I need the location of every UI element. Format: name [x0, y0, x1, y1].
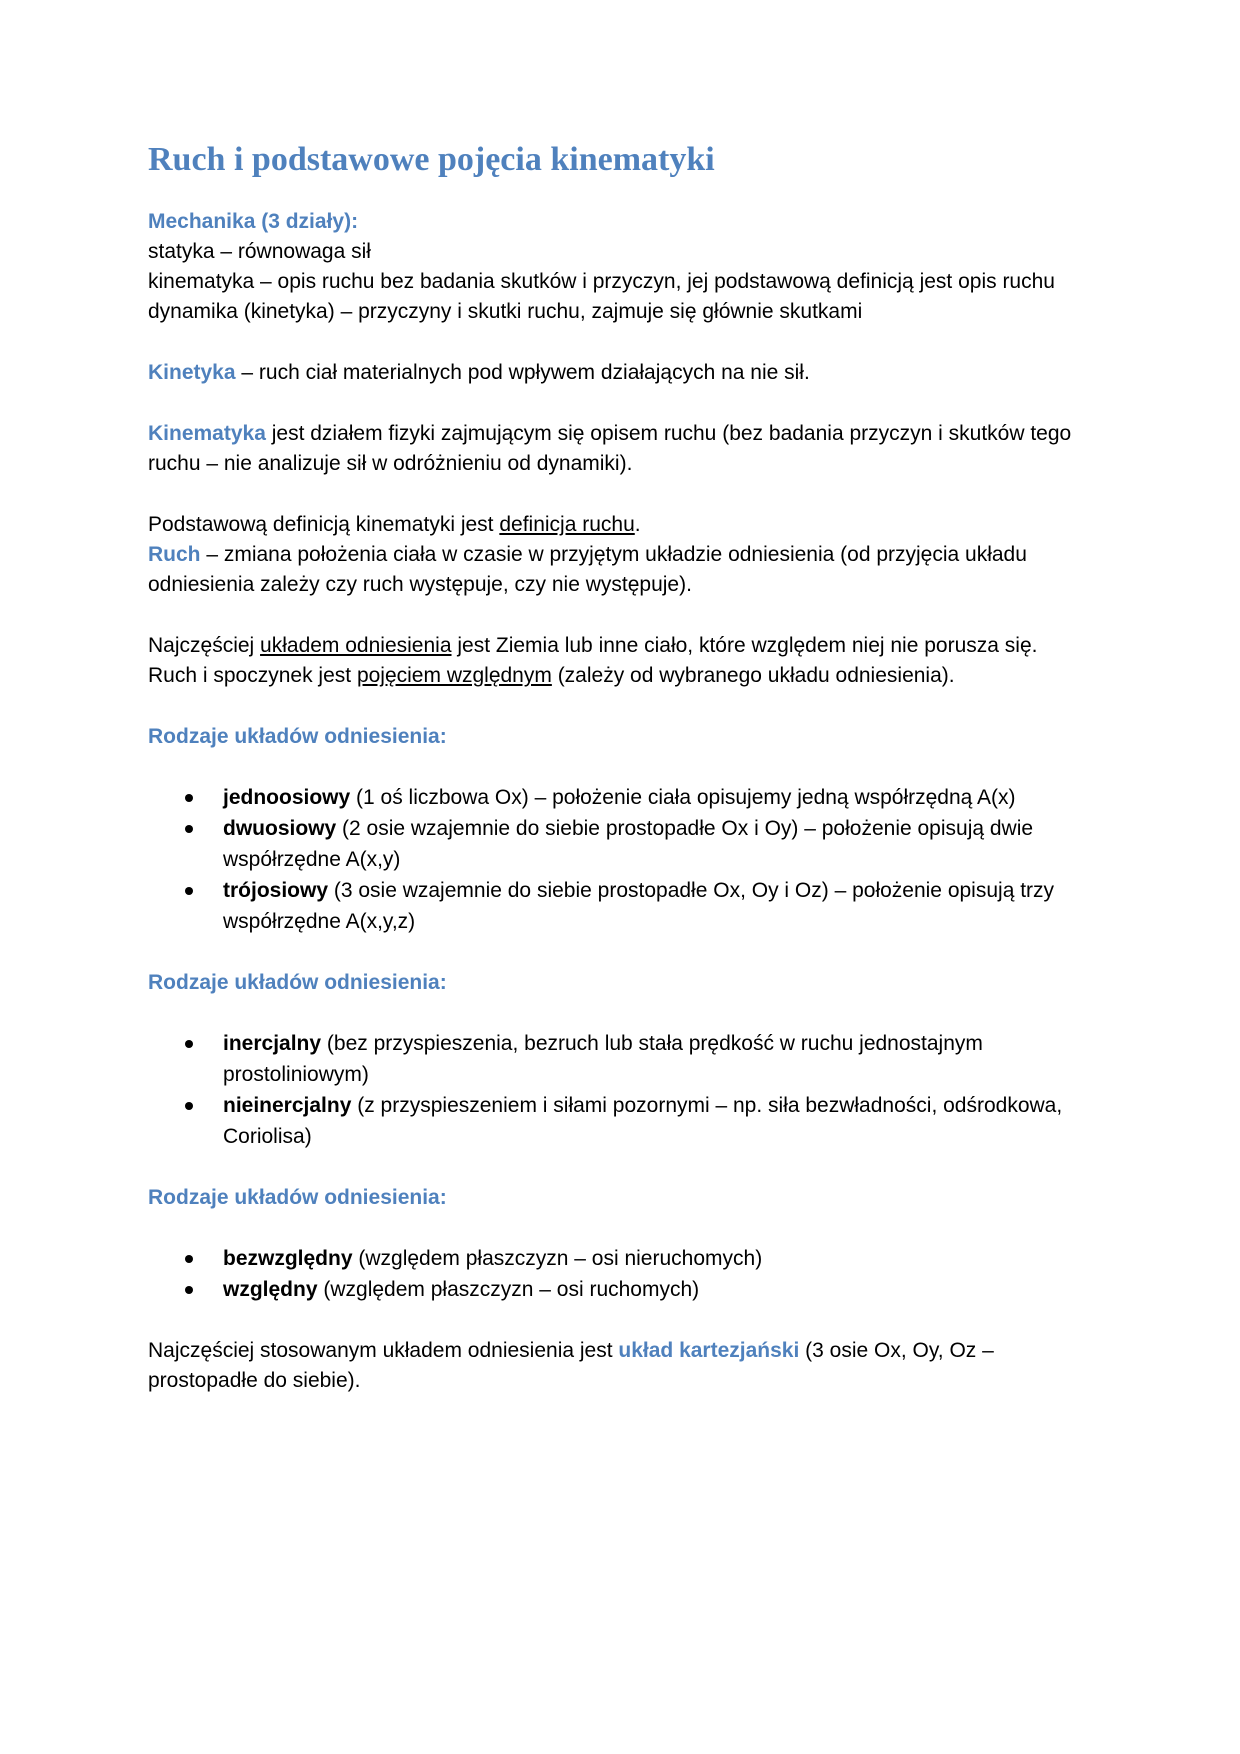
- pojecie-wzgledne-term: pojęciem względnym: [356, 663, 552, 687]
- list-item: [223, 782, 1108, 813]
- definicja-paragraph: [148, 510, 1108, 540]
- list-item-text: (3 osie wzajemnie do siebie prostopadłe Ox, Oy i Oz) – położenie opisują trzy współrzędne A(x,y,z): [223, 878, 1055, 933]
- list-item: [223, 875, 1108, 937]
- mechanika-line-statyka: statyka – równowaga sił: [148, 239, 371, 263]
- uklad-before: Najczęściej: [148, 633, 261, 657]
- uklad-kartezjanski-term: układ kartezjański: [618, 1338, 800, 1362]
- bullet-icon: [185, 887, 193, 895]
- section3-list: [148, 1243, 1108, 1305]
- definicja-before: Podstawową definicją kinematyki jest: [148, 512, 500, 536]
- section3-heading: Rodzaje układów odniesienia:: [148, 1185, 447, 1209]
- kinetyka-term: Kinetyka: [148, 360, 236, 384]
- list-item-text: (2 osie wzajemnie do siebie prostopadłe Ox i Oy) – położenie opisują dwie współrzędne A(x,y): [223, 816, 1034, 871]
- list-item-term: trójosiowy: [223, 878, 329, 902]
- definicja-ruchu-term: definicja ruchu: [499, 512, 635, 536]
- mechanika-section: [148, 207, 1108, 327]
- list-item-text: (względem płaszczyzn – osi nieruchomych): [352, 1246, 763, 1270]
- list-item: [223, 813, 1108, 875]
- kinematyka-paragraph: [148, 419, 1108, 479]
- list-item-term: nieinercjalny: [223, 1093, 352, 1117]
- list-item-text: (bez przyspieszenia, bezruch lub stała prędkość w ruchu jednostajnym prostoliniowym): [223, 1031, 983, 1086]
- mechanika-line-kinematyka: kinematyka – opis ruchu bez badania skutków i przyczyn, jej podstawową definicją jest opis ruchu: [148, 269, 1055, 293]
- bullet-icon: [185, 825, 193, 833]
- closing-after: (3 osie Ox, Oy, Oz – prostopadłe do siebie).: [148, 1338, 994, 1392]
- bullet-icon: [185, 1102, 193, 1110]
- list-item-term: inercjalny: [223, 1031, 322, 1055]
- list-item-term: dwuosiowy: [223, 816, 337, 840]
- definicja-after: .: [634, 512, 641, 536]
- section2-heading: Rodzaje układów odniesienia:: [148, 970, 447, 994]
- list-item: [223, 1090, 1108, 1152]
- uklad-paragraph: [148, 631, 1108, 661]
- closing-paragraph: [148, 1336, 1108, 1396]
- section1-heading: Rodzaje układów odniesienia:: [148, 724, 447, 748]
- spoczynek-before: Ruch i spoczynek jest: [148, 663, 357, 687]
- mechanika-heading: Mechanika (3 działy):: [148, 209, 359, 233]
- list-item: [223, 1274, 1108, 1305]
- ruch-text: – zmiana położenia ciała w czasie w przyjętym układzie odniesienia (od przyjęcia układu odniesienia zależy czy ruch występuje, czy nie występuje).: [148, 542, 1027, 596]
- bullet-icon: [185, 1255, 193, 1263]
- page-title: Ruch i podstawowe pojęcia kinematyki: [148, 141, 715, 178]
- list-item-term: bezwzględny: [223, 1246, 353, 1270]
- list-item-term: jednoosiowy: [223, 785, 351, 809]
- bullet-icon: [185, 794, 193, 802]
- bullet-icon: [185, 1286, 193, 1294]
- section1-list: [148, 782, 1108, 937]
- ruch-term: Ruch: [148, 542, 201, 566]
- section2-list: [148, 1028, 1108, 1152]
- list-item: [223, 1243, 1108, 1274]
- closing-before: Najczęściej stosowanym układem odniesienia jest: [148, 1338, 619, 1362]
- list-item-text: (1 oś liczbowa Ox) – położenie ciała opisujemy jedną współrzędną A(x): [350, 785, 1016, 809]
- uklad-after: jest Ziemia lub inne ciało, które względem niej nie porusza się.: [451, 633, 1038, 657]
- spoczynek-paragraph: [148, 661, 1108, 691]
- bullet-icon: [185, 1040, 193, 1048]
- uklad-odniesienia-term: układem odniesienia: [260, 633, 452, 657]
- list-item: [223, 1028, 1108, 1090]
- ruch-paragraph: [148, 540, 1108, 600]
- list-item-text: (względem płaszczyzn – osi ruchomych): [317, 1277, 700, 1301]
- kinetyka-text: – ruch ciał materialnych pod wpływem działających na nie sił.: [235, 360, 810, 384]
- kinematyka-text: jest działem fizyki zajmującym się opisem ruchu (bez badania przyczyn i skutków tego ruchu – nie analizuje sił w odróżnieniu od dynamiki).: [148, 421, 1072, 475]
- mechanika-line-dynamika: dynamika (kinetyka) – przyczyny i skutki ruchu, zajmuje się głównie skutkami: [148, 299, 863, 323]
- document-page: [148, 140, 1108, 1396]
- list-item-text: (z przyspieszeniem i siłami pozornymi – np. siła bezwładności, odśrodkowa, Coriolisa): [223, 1093, 1063, 1148]
- list-item-term: względny: [223, 1277, 318, 1301]
- spoczynek-after: (zależy od wybranego układu odniesienia).: [551, 663, 955, 687]
- kinematyka-term: Kinematyka: [148, 421, 266, 445]
- kinetyka-paragraph: [148, 358, 1108, 388]
